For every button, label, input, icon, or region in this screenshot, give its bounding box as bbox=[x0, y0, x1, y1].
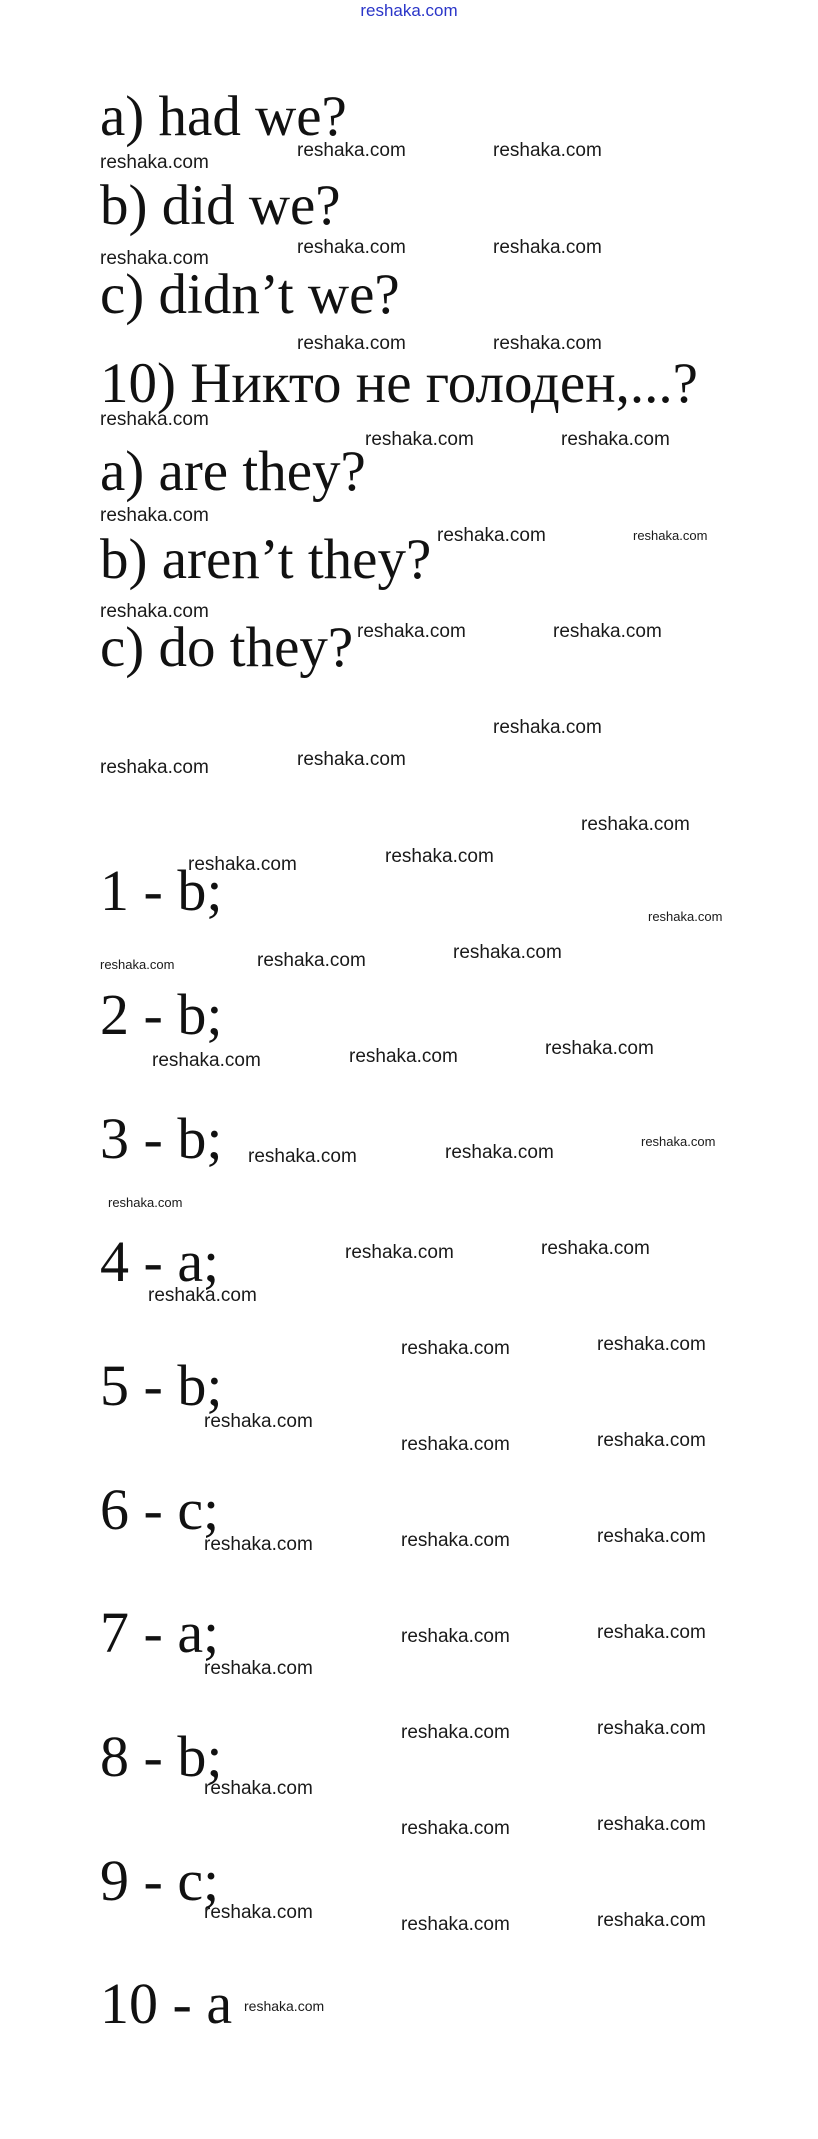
watermark: reshaka.com bbox=[401, 1722, 510, 1743]
watermark: reshaka.com bbox=[204, 1411, 313, 1432]
watermark: reshaka.com bbox=[493, 237, 602, 258]
option-line: a) are they? bbox=[100, 440, 366, 503]
watermark: reshaka.com bbox=[108, 1195, 183, 1210]
option-line: c) do they? bbox=[100, 616, 354, 679]
watermark: reshaka.com bbox=[100, 601, 209, 622]
answer-line: 4 - a; bbox=[100, 1229, 220, 1294]
watermark: reshaka.com bbox=[297, 333, 406, 354]
option-line: b) did we? bbox=[100, 174, 341, 237]
watermark: reshaka.com bbox=[541, 1238, 650, 1259]
answer-line: 1 - b; bbox=[100, 858, 223, 923]
watermark: reshaka.com bbox=[493, 717, 602, 738]
watermark: reshaka.com bbox=[445, 1142, 554, 1163]
watermark: reshaka.com bbox=[100, 757, 209, 778]
watermark: reshaka.com bbox=[204, 1658, 313, 1679]
watermark: reshaka.com bbox=[297, 140, 406, 161]
watermark: reshaka.com bbox=[553, 621, 662, 642]
watermark: reshaka.com bbox=[297, 749, 406, 770]
watermark: reshaka.com bbox=[401, 1626, 510, 1647]
watermark: reshaka.com bbox=[597, 1910, 706, 1931]
watermark: reshaka.com bbox=[257, 950, 366, 971]
watermark: reshaka.com bbox=[401, 1914, 510, 1935]
watermark: reshaka.com bbox=[401, 1434, 510, 1455]
watermark: reshaka.com bbox=[357, 621, 466, 642]
watermark: reshaka.com bbox=[297, 237, 406, 258]
answer-line: 10 - a bbox=[100, 1971, 233, 2036]
watermark: reshaka.com bbox=[385, 846, 494, 867]
watermark: reshaka.com bbox=[100, 152, 209, 173]
watermark: reshaka.com bbox=[597, 1430, 706, 1451]
option-line: c) didn’t we? bbox=[100, 263, 400, 326]
question-line: 10) Никто не голоден,...? bbox=[100, 352, 698, 415]
site-link[interactable]: reshaka.com bbox=[360, 1, 458, 20]
answer-line: 2 - b; bbox=[100, 982, 223, 1047]
watermark: reshaka.com bbox=[493, 333, 602, 354]
watermark: reshaka.com bbox=[204, 1902, 313, 1923]
watermark: reshaka.com bbox=[204, 1778, 313, 1799]
answer-line: 8 - b; bbox=[100, 1724, 223, 1789]
watermark: reshaka.com bbox=[244, 1998, 325, 2014]
watermark: reshaka.com bbox=[152, 1050, 261, 1071]
watermark: reshaka.com bbox=[100, 957, 175, 972]
answer-line: 9 - c; bbox=[100, 1848, 220, 1913]
watermark: reshaka.com bbox=[204, 1534, 313, 1555]
answer-line: 5 - b; bbox=[100, 1353, 223, 1418]
watermark: reshaka.com bbox=[597, 1334, 706, 1355]
watermark: reshaka.com bbox=[633, 528, 708, 543]
watermark: reshaka.com bbox=[493, 140, 602, 161]
watermark: reshaka.com bbox=[561, 429, 670, 450]
answer-line: 3 - b; bbox=[100, 1106, 223, 1171]
watermark: reshaka.com bbox=[581, 814, 690, 835]
watermark: reshaka.com bbox=[437, 525, 546, 546]
watermark: reshaka.com bbox=[597, 1814, 706, 1835]
watermark: reshaka.com bbox=[545, 1038, 654, 1059]
watermark: reshaka.com bbox=[648, 909, 723, 924]
watermark: reshaka.com bbox=[100, 409, 209, 430]
watermark: reshaka.com bbox=[188, 854, 297, 875]
watermark: reshaka.com bbox=[100, 248, 209, 269]
watermark: reshaka.com bbox=[453, 942, 562, 963]
watermark: reshaka.com bbox=[597, 1718, 706, 1739]
watermark: reshaka.com bbox=[597, 1622, 706, 1643]
option-line: a) had we? bbox=[100, 85, 347, 148]
watermark: reshaka.com bbox=[641, 1134, 716, 1149]
watermark: reshaka.com bbox=[248, 1146, 357, 1167]
watermark: reshaka.com bbox=[401, 1818, 510, 1839]
watermark: reshaka.com bbox=[100, 505, 209, 526]
watermark: reshaka.com bbox=[401, 1338, 510, 1359]
watermark: reshaka.com bbox=[345, 1242, 454, 1263]
watermark: reshaka.com bbox=[597, 1526, 706, 1547]
answer-line: 7 - a; bbox=[100, 1600, 220, 1665]
watermark: reshaka.com bbox=[349, 1046, 458, 1067]
option-line: b) aren’t they? bbox=[100, 528, 432, 591]
watermark: reshaka.com bbox=[365, 429, 474, 450]
watermark: reshaka.com bbox=[401, 1530, 510, 1551]
watermark: reshaka.com bbox=[148, 1285, 257, 1306]
answer-line: 6 - c; bbox=[100, 1477, 220, 1542]
